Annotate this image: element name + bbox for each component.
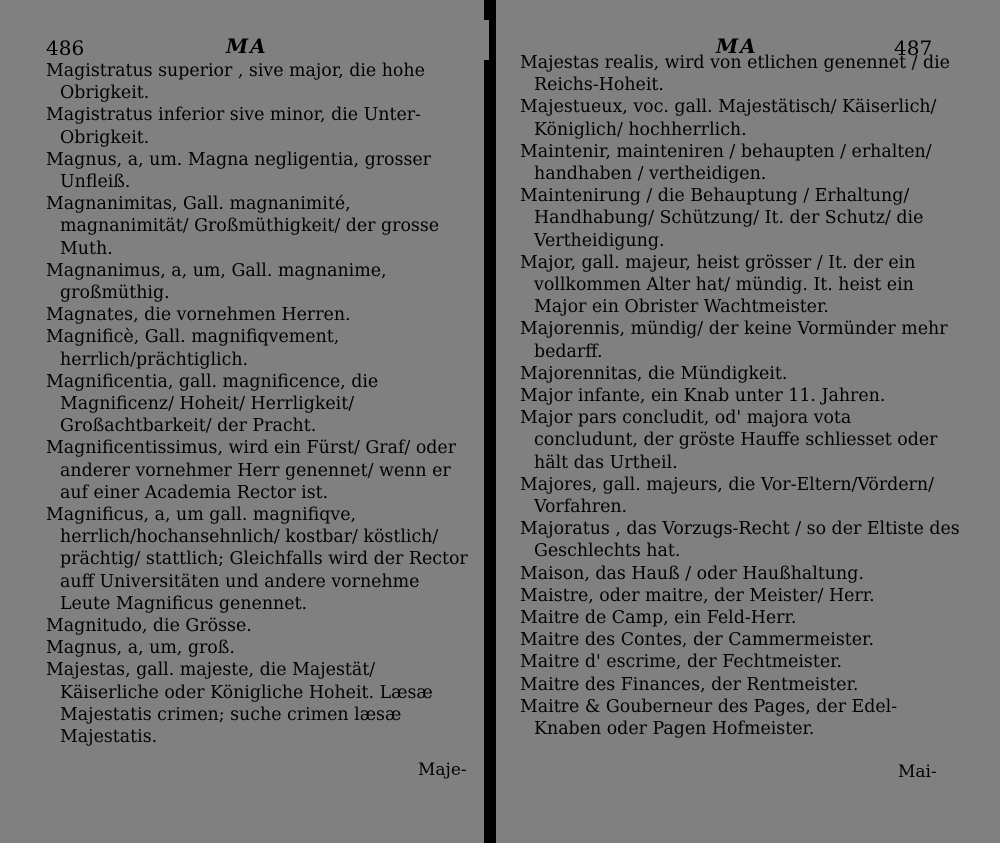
dictionary-entry: Magistratus superior , sive major, die hohe Obrigkeit. <box>46 61 425 104</box>
dictionary-entry: Majestas, gall. majeste, die Majestät/ Käiserliche oder Königliche Hoheit. Læsæ Majestatis crimen; suche crimen læsæ Majestatis. <box>46 660 433 748</box>
dictionary-entry: Magnificè, Gall. magnifiqvement, herrlich/prächtiglich. <box>46 327 340 370</box>
dictionary-entry: Majorennitas, die Mündigkeit. <box>520 363 788 384</box>
right-page <box>498 0 1000 843</box>
dictionary-entry: Maison, das Hauß / oder Haußhaltung. <box>520 563 864 584</box>
dictionary-entry: Major infante, ein Knab unter 11. Jahren. <box>520 386 886 407</box>
left-page <box>0 0 484 843</box>
dictionary-entry: Majoratus , das Vorzugs-Recht / so der Eltiste des Geschlechts hat. <box>520 519 960 562</box>
dictionary-entry: Major, gall. majeur, heist grösser / It. der ein vollkommen Alter hat/ mündig. It. heist ein Major ein Obrister Wachtmeister. <box>520 252 916 318</box>
dictionary-entry: Magnus, a, um. Magna negligentia, grosser Unfleiß. <box>46 149 431 193</box>
dictionary-entry: Maitre des Contes, der Cammermeister. <box>520 630 874 651</box>
dictionary-entry: Majorennis, mündig/ der keine Vormünder mehr bedarff. <box>520 319 948 362</box>
entry-list <box>46 60 474 748</box>
dictionary-entry: Maitre d' escrime, der Fechtmeister. <box>520 652 843 673</box>
dictionary-entry: Magnificus, a, um gall. magnifiqve, herrlich/hochansehnlich/ kostbar/ köstlich/ prächtig/ stattlich; Gleichfalls wird der Rector auff Universitäten und andere vornehme Leute Magnificus genennet. <box>46 505 468 614</box>
dictionary-entry: Majores, gall. majeurs, die Vor-Eltern/Vördern/ Vorfahren. <box>520 474 934 518</box>
dictionary-entry: Major pars concludit, od' majora vota concludunt, der gröste Hauffe schliesset oder hält das Urtheil. <box>520 408 938 473</box>
book-gutter <box>484 0 496 843</box>
dictionary-entry: Maitre des Finances, der Rentmeister. <box>520 674 859 695</box>
dictionary-entry: Magnanimitas, Gall. magnanimité, magnanimität/ Großmüthigkeit/ der grosse Muth. <box>46 194 440 259</box>
catchword: Maje- <box>418 760 467 780</box>
page-number: 486 <box>46 36 85 60</box>
dictionary-entry: Magnanimus, a, um, Gall. magnanime, großmüthig. <box>46 260 387 304</box>
dictionary-entry: Magnates, die vornehmen Herren. <box>46 305 351 326</box>
dictionary-entry: Magnificentia, gall. magnificence, die Magnificenz/ Hoheit/ Herrligkeit/ Großachtbarkeit/ der Pracht. <box>46 371 379 437</box>
gutter-highlight <box>484 20 489 60</box>
dictionary-entry: Maistre, oder maitre, der Meister/ Herr. <box>520 585 875 606</box>
catchword: Mai- <box>898 762 937 782</box>
dictionary-entry: Majestueux, voc. gall. Majestätisch/ Käiserlich/ Königlich/ hochherrlich. <box>520 97 937 140</box>
dictionary-entry: Maitre & Gouberneur des Pages, der Edel-Knaben oder Pagen Hofmeister. <box>520 696 898 740</box>
dictionary-entry: Majestas realis, wird von etlichen genennet / die Reichs-Hoheit. <box>520 53 950 96</box>
dictionary-entry: Maintenirung / die Behauptung / Erhaltung/ Handhabung/ Schützung/ It. der Schutz/ die Vertheidigung. <box>520 186 924 251</box>
dictionary-entry: Maitre de Camp, ein Feld-Herr. <box>520 608 797 629</box>
dictionary-entry: Magnificentissimus, wird ein Fürst/ Graf/ oder anderer vornehmer Herr genennet/ wenn er auf einer Academia Rector ist. <box>46 438 457 503</box>
dictionary-entry: Magnus, a, um, groß. <box>46 638 235 659</box>
running-head: MA <box>226 34 268 58</box>
dictionary-entry: Magistratus inferior sive minor, die Unter-Obrigkeit. <box>46 105 421 148</box>
running-head: MA <box>716 34 758 58</box>
dictionary-entry: Magnitudo, die Grösse. <box>46 616 252 637</box>
dictionary-entry: Maintenir, mainteniren / behaupten / erhalten/ handhaben / vertheidigen. <box>520 141 932 185</box>
entry-list <box>520 52 960 740</box>
page-number: 487 <box>894 36 933 60</box>
